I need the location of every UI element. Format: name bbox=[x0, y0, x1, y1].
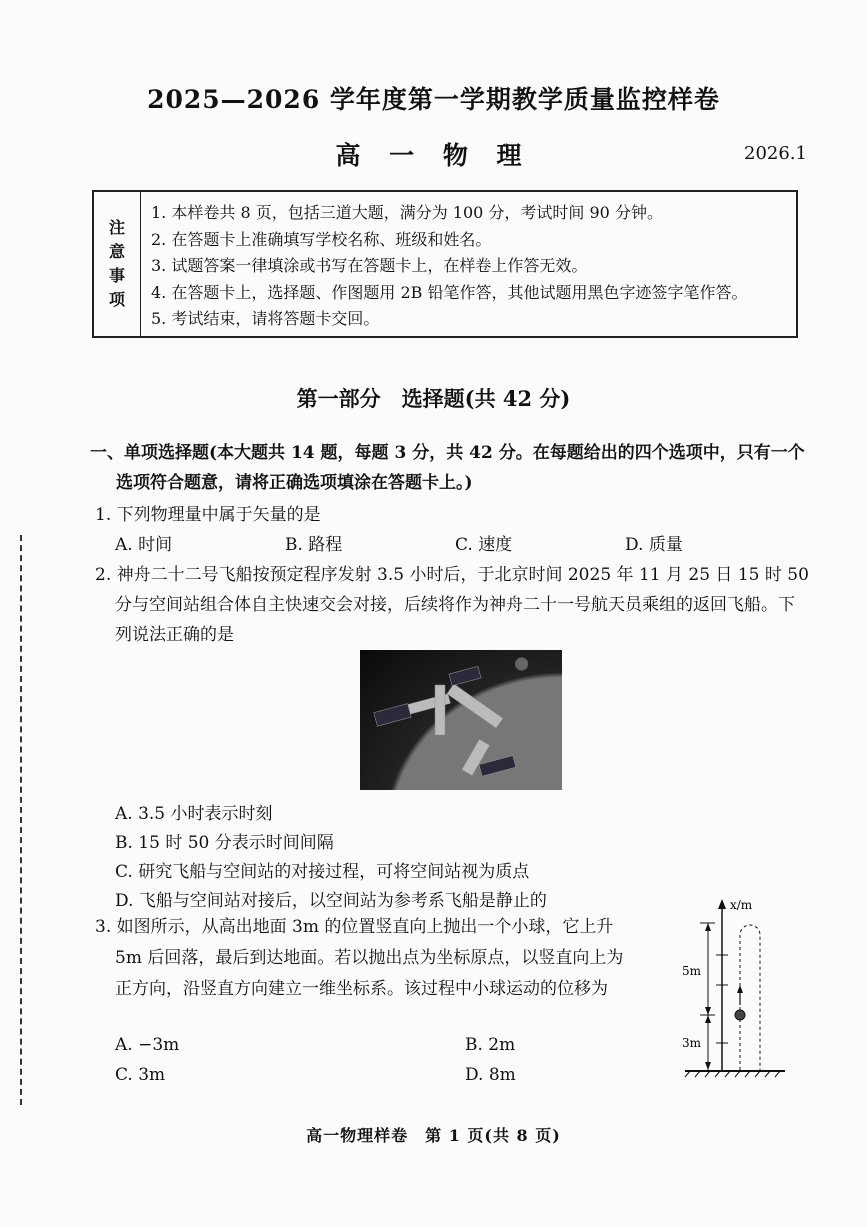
notice-box bbox=[92, 190, 798, 338]
space-station-illustration bbox=[360, 650, 562, 790]
subject-title: 高 一 物 理 bbox=[335, 141, 532, 170]
section-title: 第一部分 选择题(共 42 分) bbox=[296, 386, 571, 411]
question-2 bbox=[95, 560, 810, 650]
option-c: C. 3m bbox=[115, 1065, 166, 1085]
exam-title: 2025—2026 学年度第一学期教学质量监控样卷 bbox=[147, 85, 720, 114]
notice-items bbox=[141, 192, 757, 336]
height-label-upper: 5m bbox=[682, 964, 702, 978]
question-stem: 3. 如图所示，从高出地面 3m 的位置竖直向上抛出一个小球，它上升 5m 后回落，最后到达地面。若以抛出点为坐标原点，以竖直向上为正方向，沿竖直方向建立一维坐标系。该过程中小球运动的位移为 bbox=[95, 917, 624, 999]
motion-diagram bbox=[680, 895, 790, 1085]
option-a: A. −3m bbox=[115, 1035, 180, 1055]
notice-item: 5. 考试结束，请将答题卡交回。 bbox=[151, 309, 380, 328]
option-a: A. 时间 bbox=[115, 535, 173, 555]
ball-trajectory bbox=[740, 925, 760, 1070]
option-d: D. 飞船与空间站对接后，以空间站为参考系飞船是静止的 bbox=[115, 891, 547, 911]
question-2-options bbox=[115, 800, 547, 916]
space-station-photo bbox=[360, 650, 562, 790]
option-d: D. 质量 bbox=[625, 535, 683, 555]
question-3-options bbox=[115, 1030, 535, 1090]
option-c: C. 速度 bbox=[455, 535, 513, 555]
option-d: D. 8m bbox=[465, 1065, 516, 1085]
question-stem: 1. 下列物理量中属于矢量的是 bbox=[95, 505, 321, 525]
option-a: A. 3.5 小时表示时刻 bbox=[115, 804, 273, 824]
exam-date: 2026.1 bbox=[744, 143, 807, 164]
section-instruction: 一、单项选择题(本大题共 14 题，每题 3 分，共 42 分。在每题给出的四个选项中，只有一个 选项符合题意，请将正确选项填涂在答题卡上。) bbox=[90, 443, 805, 493]
notice-label: 注 意 事 项 bbox=[94, 192, 141, 336]
axis-arrow-icon bbox=[718, 899, 726, 909]
axis-label: x/m bbox=[730, 898, 753, 912]
option-c: C. 研究飞船与空间站的对接过程，可将空间站视为质点 bbox=[115, 862, 530, 882]
page-footer: 高一物理样卷 第 1 页(共 8 页) bbox=[306, 1126, 561, 1145]
question-3 bbox=[95, 912, 635, 1005]
option-b: B. 15 时 50 分表示时间间隔 bbox=[115, 833, 334, 853]
height-label-lower: 3m bbox=[682, 1036, 702, 1050]
question-1 bbox=[95, 500, 795, 560]
notice-item: 3. 试题答案一律填涂或书写在答题卡上，在样卷上作答无效。 bbox=[151, 256, 588, 275]
option-b: B. 路程 bbox=[285, 535, 343, 555]
question-options bbox=[95, 530, 795, 560]
notice-item: 4. 在答题卡上，选择题、作图题用 2B 铅笔作答，其他试题用黑色字迹签字笔作答。 bbox=[151, 282, 748, 302]
notice-item: 2. 在答题卡上准确填写学校名称、班级和姓名。 bbox=[151, 229, 492, 249]
ball bbox=[735, 1010, 745, 1020]
notice-item: 1. 本样卷共 8 页，包括三道大题，满分为 100 分，考试时间 90 分钟。 bbox=[151, 203, 663, 222]
binding-margin-line bbox=[20, 535, 22, 1105]
question-stem: 2. 神舟二十二号飞船按预定程序发射 3.5 小时后，于北京时间 2025 年 11 月 25 日 15 时 50 分与空间站组合体自主快速交会对接，后续将作为神舟二十一号航天员乘组的返回飞船。下列说法正确的是 bbox=[95, 565, 809, 645]
option-b: B. 2m bbox=[465, 1035, 516, 1055]
